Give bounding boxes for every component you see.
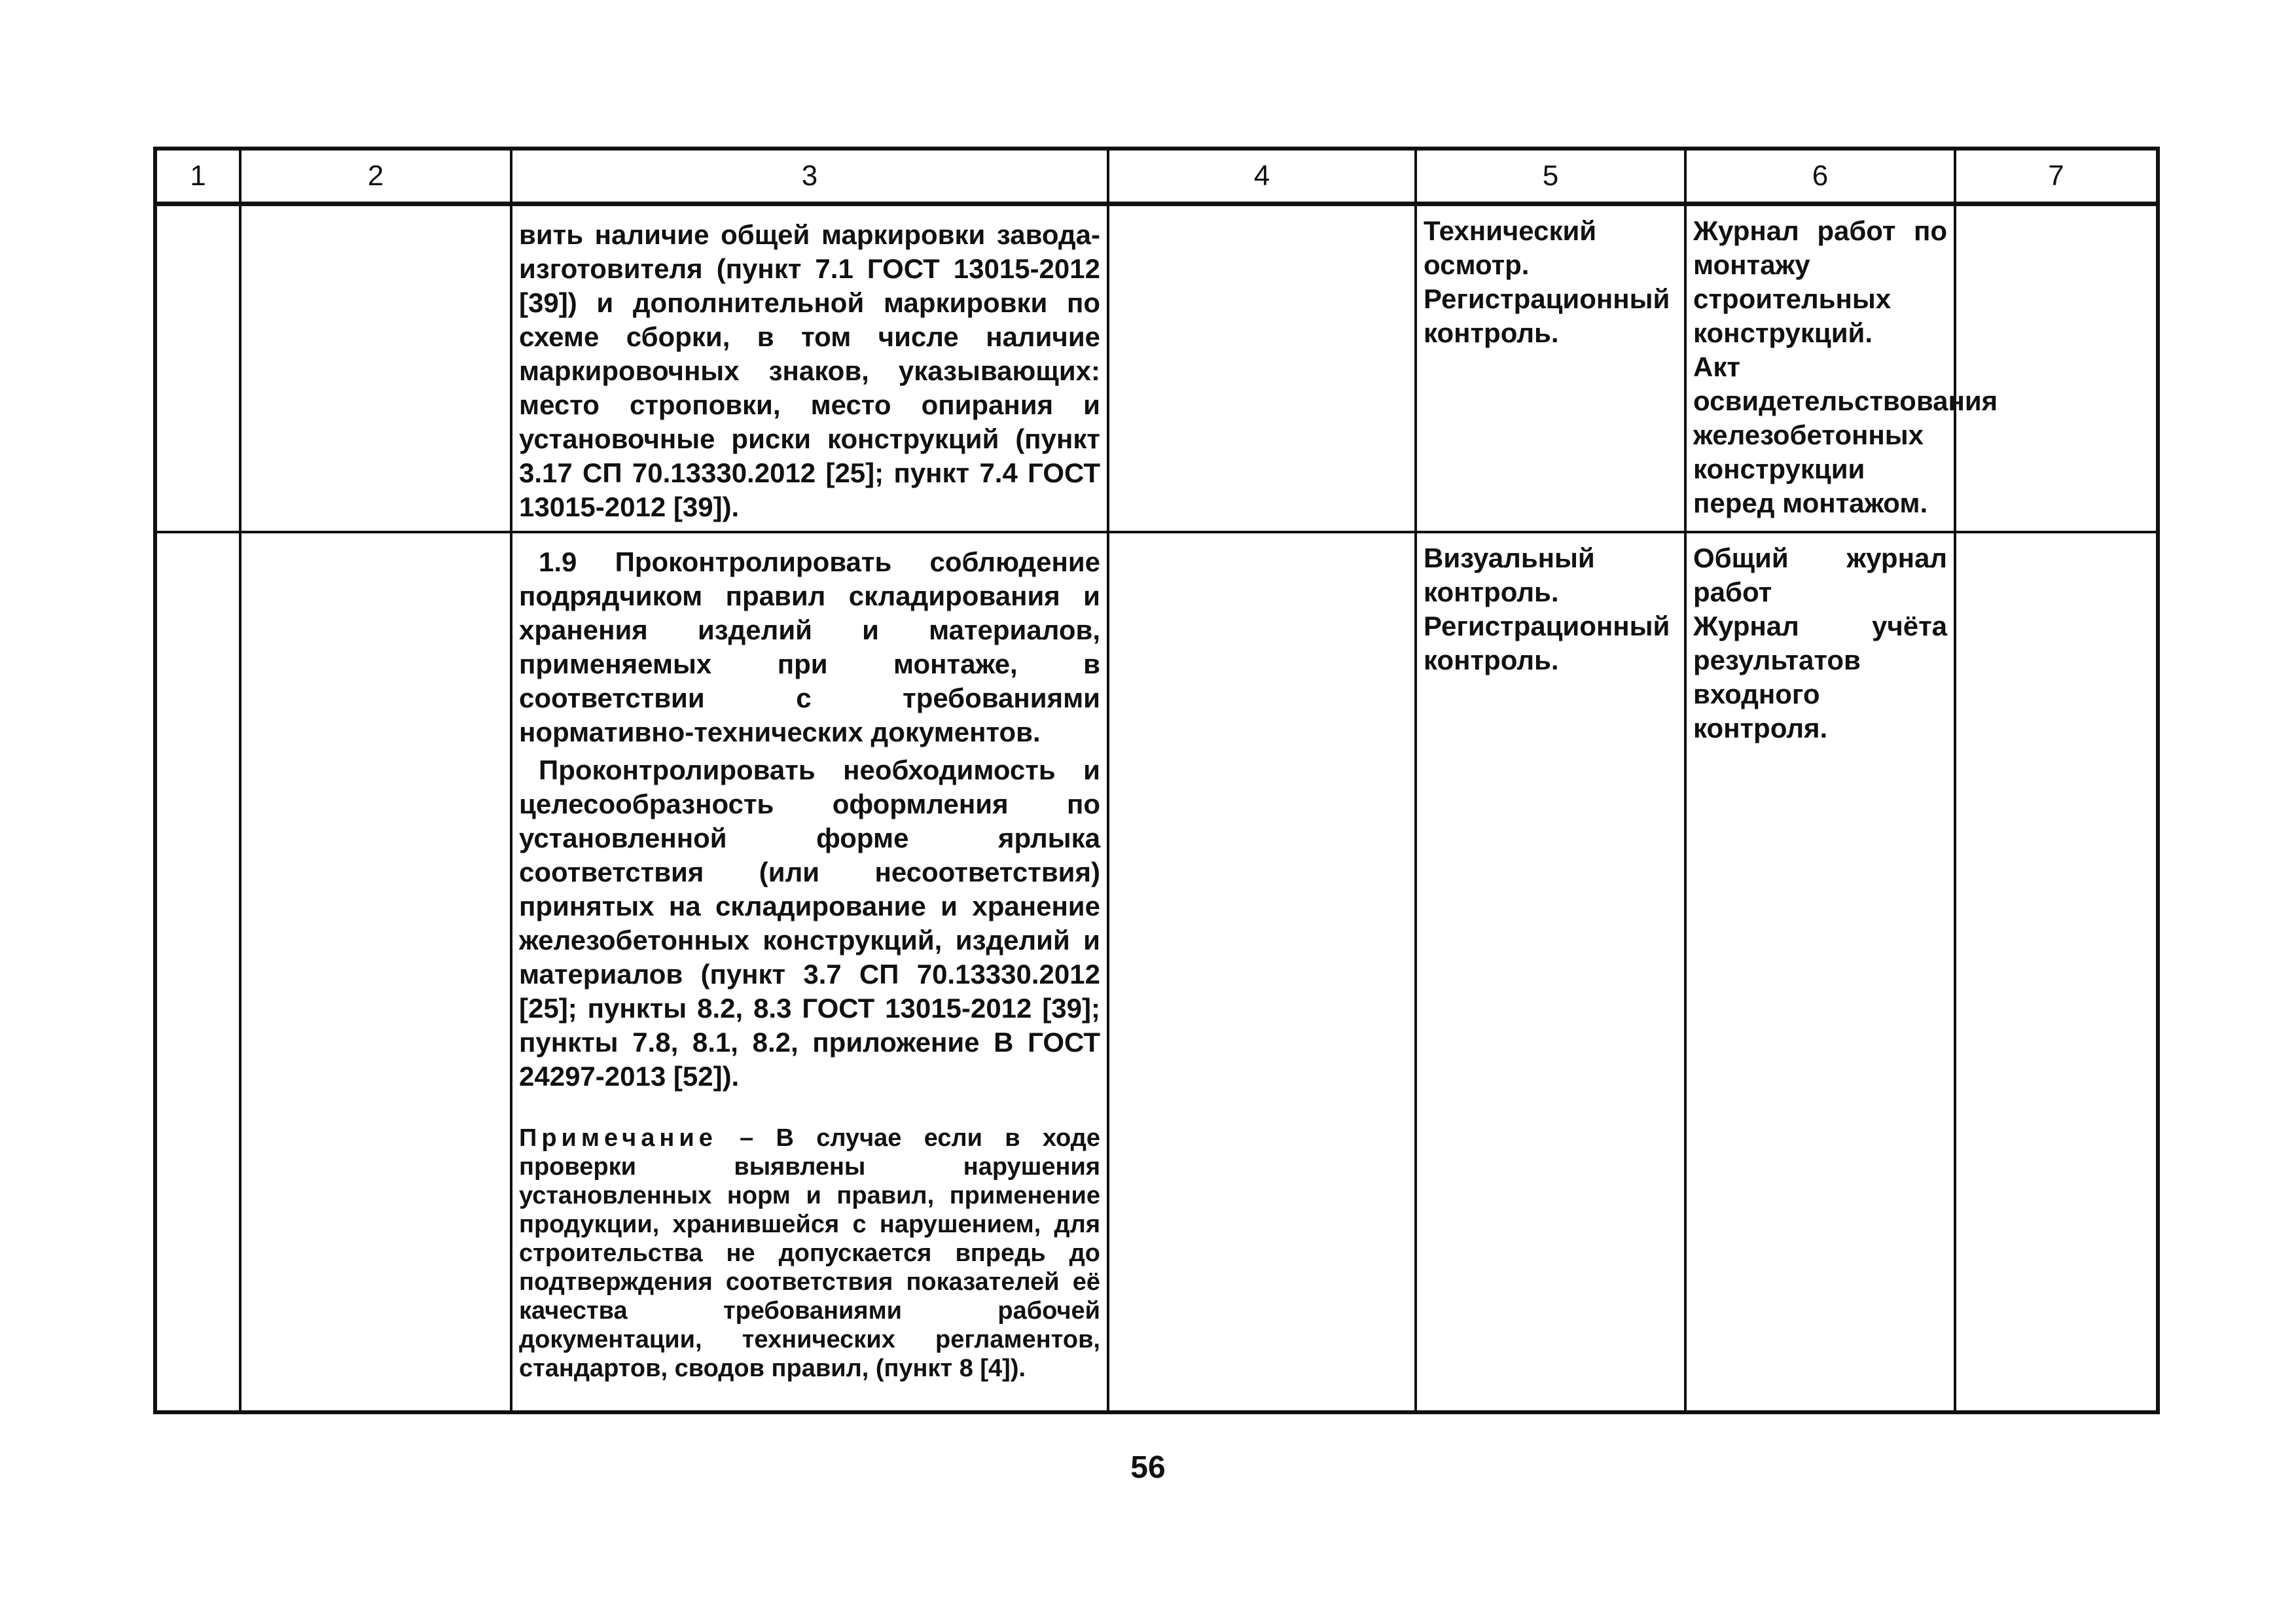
- row1-col2: [240, 204, 511, 533]
- row1-col7: [1955, 204, 2158, 533]
- row2-control-method-2: Регистрационный контроль.: [1424, 611, 1670, 675]
- row1-document-1: Журнал работ по монтажу строительных конструкций.: [1693, 215, 1947, 348]
- column-header-4: 4: [1108, 149, 1416, 204]
- column-header-6: 6: [1685, 149, 1955, 204]
- row1-control-method-2: Регистрационный контроль.: [1424, 283, 1670, 348]
- row2-col6: [1685, 532, 1955, 1412]
- column-header-7: 7: [1955, 149, 2158, 204]
- row2-col7: [1955, 532, 2158, 1412]
- row2-col5: [1416, 532, 1685, 1412]
- row2-col3: [511, 532, 1108, 1412]
- row1-col5: [1416, 204, 1685, 533]
- column-header-2: 2: [240, 149, 511, 204]
- row2-requirement-paragraph-2: Проконтролировать необходимость и целесообразность оформления по установленной форме ярлыка соответствия (или несоответствия) принятых на складирование и хранение железобетонных конструкций, изделий и материалов (пункт 3.7 СП 70.13330.2012 [25]; пункты 8.2, 8.3 ГОСТ 13015-2012 [39]; пункты 7.8, 8.1, 8.2, приложение В ГОСТ 24297-2013 [52]).: [519, 755, 1100, 1092]
- row1-col6: [1685, 204, 1998, 533]
- note-label: Примечание: [519, 1124, 717, 1152]
- requirements-table: [153, 147, 2160, 1414]
- row2-col2: [240, 532, 511, 1412]
- row1-requirement-text: вить наличие общей маркировки завода-изготовителя (пункт 7.1 ГОСТ 13015-2012 [39]) и дополнительной маркировки по схеме сборки, в том числе наличие маркировочных знаков, указывающих: место строповки, место опирания и установочные риски конструкций (пункт 3.17 СП 70.13330.2012 [25]; пункт 7.4 ГОСТ 13015-2012 [39]).: [519, 219, 1100, 522]
- note-text: – В случае если в ходе проверки выявлены нарушения установленных норм и правил, применение продукции, хранившейся с нарушением, для строительства не допускается впредь до подтверждения соответствия показателей её качества требованиями рабочей документации, технических регламентов, стандартов, сводов правил, (пункт 8 [4]).: [519, 1124, 1100, 1382]
- row1-col1: [155, 204, 240, 533]
- row2-control-method-1: Визуальный контроль.: [1424, 543, 1595, 607]
- row2-col1: [155, 532, 240, 1412]
- table-row: [155, 532, 2158, 1412]
- row2-document-2: Журнал учёта результатов входного контроля.: [1693, 611, 1947, 743]
- row1-col4: [1108, 204, 1416, 533]
- row1-col3: [511, 204, 1108, 533]
- row1-document-2: Акт освидетельствования железобетонных конструкции перед монтажом.: [1693, 351, 1998, 518]
- row2-document-1: Общий журнал работ: [1693, 543, 1947, 607]
- row2-note: [512, 1100, 1107, 1389]
- column-header-3: 3: [511, 149, 1108, 204]
- row2-col4: [1108, 532, 1416, 1412]
- header-row: [155, 149, 2158, 204]
- column-header-1: 1: [155, 149, 240, 204]
- page-number: 56: [1130, 1450, 1166, 1485]
- column-header-5: 5: [1416, 149, 1685, 204]
- row1-control-method-1: Технический осмотр.: [1424, 215, 1597, 280]
- table-row: [155, 204, 2158, 533]
- row2-requirement-paragraph-1: 1.9 Проконтролировать соблюдение подрядчиком правил складирования и хранения изделий и материалов, применяемых при монтаже, в соответствии с требованиями нормативно-технических документов.: [519, 546, 1100, 747]
